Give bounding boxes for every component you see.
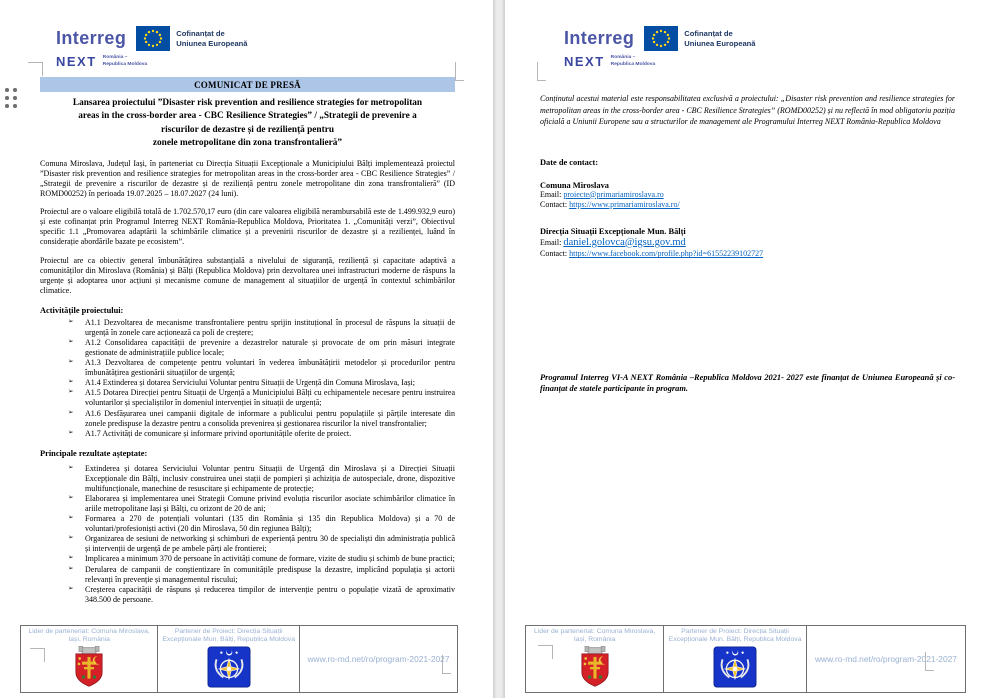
contact1-email-line [540, 190, 955, 200]
text-boundary-mark [442, 655, 451, 674]
website-link[interactable]: https://www.primariamiroslava.ro/ [569, 200, 680, 210]
activities-heading: Activitățile proiectului: [40, 305, 124, 315]
email-label: Email: [540, 237, 562, 247]
contact1-url-line [540, 200, 955, 210]
next-wordmark: NEXT [564, 54, 605, 69]
bullet-arrow-icon: ➢ [68, 584, 74, 592]
bullet-arrow-icon: ➢ [68, 428, 74, 436]
list-item: ➢ Extinderea și dotarea Serviciului Voluntar pentru Situații de Urgență din Miroslava și a Direcției Situații Excepționale din Bălți, inclusiv construirea unei stații de pompieri și achiziția de autospeciale, drone, dispozitive multifuncționale, manechine de resuscitare și echipamente de protecție; [68, 463, 455, 493]
footer-partner-cell [158, 626, 300, 692]
bullet-arrow-icon: ➢ [68, 408, 74, 416]
interreg-logo [564, 26, 955, 69]
cofinance-text: Cofinanțat de Uniunea Europeană [684, 28, 756, 48]
text-boundary-mark [537, 62, 546, 81]
contact-heading: Date de contact: [540, 157, 599, 167]
contact2-name: Direcția Situații Excepționale Mun. Bălți [540, 226, 686, 236]
document-page-2 [505, 0, 994, 698]
list-item: ➢ A1.5 Dotarea Direcției pentru Situații de Urgență a Municipiului Bălți cu echipamentele necesare pentru instruirea voluntarilor și specialiștilor în domeniul intervenției în situații de urgență; [68, 388, 455, 408]
press-release-banner: COMUNICAT DE PRESĂ [40, 77, 455, 92]
list-item: ➢ A1.4 Extinderea și dotarea Serviciului Voluntar pentru Situații de Urgență din Comuna Miroslava, Iași; [68, 378, 415, 388]
bullet-arrow-icon: ➢ [68, 514, 74, 522]
activities-list [40, 318, 455, 439]
list-item: ➢ Derularea de campanii de conștientizare în comunitățile predispuse la dezastre, implicând populația și actorii relevanți în prevenție și managementul riscului; [68, 564, 455, 584]
cofinance-text: Cofinanțat de Uniunea Europeană [176, 28, 248, 48]
contact-label: Contact: [540, 200, 568, 210]
results-list [40, 464, 455, 605]
eu-flag-icon [136, 26, 170, 51]
list-item: ➢ Implicarea a minimum 370 de persoane în activități comune de formare, vizite de studiu și schimb de bune practici; [68, 554, 455, 564]
program-website-link[interactable]: www.ro-md.net/ro/program-2021-2027 [307, 654, 450, 664]
list-item: ➢ A1.7 Activități de comunicare și informare privind oportunitățile oferite de proiect. [68, 428, 352, 438]
miroslava-coat-of-arms [578, 646, 612, 688]
partners-footer-table [20, 625, 458, 693]
eu-flag-icon [644, 26, 678, 51]
disclaimer-paragraph: Conținutul acestui material este responsabilitatea exclusivă a proiectului: „Disaster risk prevention and resilience strategies for metropolitan areas in the cross-border area - CBC Resilience Strategies” (ROMD00252) și nu reflectă în mod obligatoriu poziția oficială a Uniunii Europene sau a structurilor de management ale Programului Interreg NEXT România-Republica Moldova [540, 94, 955, 127]
partners-footer-table [525, 625, 966, 693]
email-label: Email: [540, 189, 562, 199]
interreg-logo [56, 26, 455, 69]
list-item: ➢ Formarea a 270 de potențiali voluntari (135 din România și 135 din Republica Moldova) și a 70 de voluntari/profesioniști activi (20 din Miroslava, 50 din regiunea Bălți); [68, 514, 455, 534]
balti-emblem [207, 646, 251, 688]
drag-handle[interactable] [5, 88, 19, 112]
list-item: ➢ A1.2 Consolidarea capacității de prevenire a dezastrelor naturale și provocate de om prin măsuri integrate gestionate de administrațiile publice locale; [68, 337, 455, 358]
text-boundary-mark [538, 645, 553, 659]
contact-label: Contact: [540, 249, 568, 259]
paragraph-intro: Comuna Miroslava, Județul Iași, în parteneriat cu Direcția Situații Excepționale a Municipiului Bălți implementează proiectul ”Disaster risk prevention and resilience strategies for metropolitan areas in the cross-border area - CBC Resilience Strategies” / „Strategii de prevenire a riscurilor de dezastre și de reziliență pentru zonele metropolitane din zona transfrontalieră” (ID ROMD00252) în perioada 19.07.2025 – 18.07.2027 (24 luni). [40, 158, 455, 199]
list-item: ➢ Elaborarea și implementarea unei Strategii Comune privind evoluția riscurilor asociate schimbărilor climatice în ariile metropolitane Iași și Bălți, cu orizont de 20 de ani; [68, 493, 455, 514]
interreg-wordmark: Interreg [56, 28, 127, 48]
list-item: ➢ A1.6 Desfășurarea unei campanii digitale de informare a publicului pentru populațiile și părțile interesate din zonele predispuse la dezastre pentru a consolida prevenirea și gestionarea riscurilor la nivel transfrontalier; [68, 408, 455, 428]
list-item: ➢ Creșterea capacității de răspuns și reducerea timpilor de intervenție pentru o populație vizată de aproximativ 348.500 de persoane. [68, 584, 455, 604]
funding-note: Programul Interreg VI-A NEXT România –Republica Moldova 2021- 2027 este finanțat de Uniunea Europeană și co-finanțat de statele participante în program. [540, 372, 955, 394]
document-page-1 [0, 0, 493, 698]
footer-leader-cell [526, 626, 664, 692]
page-gap-divider [493, 0, 505, 698]
footer-partner-cell [664, 626, 807, 692]
text-boundary-mark [925, 652, 934, 671]
leader-label: Lider de parteneriat: Comuna Miroslava, Iași, România [534, 628, 656, 644]
paragraph-budget: Proiectul are o valoare eligibilă totală de 1.702.570,17 euro (din care valoarea eligibilă nerambursabilă este de 1.499.932,9 euro) și este cofinanțat prin Programul Interreg NEXT România-Republica Moldova, Prioritatea 1. „Comunități verzi”, Obiectivul specific 1.1 „Promovarea adaptării la schimbările climatice și a prevenirii riscurilor de dezastre și a rezilienței, luând în considerație abordările bazate pe ecosistem”. [40, 207, 455, 247]
next-program-name: România – Republica Moldova [102, 55, 148, 67]
facebook-link[interactable]: https://www.facebook.com/profile.php?id=61552239102727 [569, 249, 764, 259]
email-link[interactable]: daniel.golovca@igsu.gov.md [563, 236, 686, 248]
paragraph-objective: Proiectul are ca obiectiv general îmbunătățirea substanțială a nivelului de siguranță, reziliență și capacitate adaptivă a comunităților din Miroslava (România) și Bălți (Republica Moldova) prin dezvoltarea unei infrastructuri moderne de răspuns la urgențe și adoptarea unor acțiuni și mecanisme comune de management al situațiilor de urgență în contextul schimbărilor climatice. [40, 255, 455, 295]
document-title: Lansarea proiectului ”Disaster risk prevention and resilience strategies for metropolitan areas in the cross-border area - CBC Resilience Strategies” / „Strategii de prevenire a riscurilor de dezastre și de reziliență pentru zonele metropolitane din zona transfrontalieră” [72, 98, 423, 149]
bullet-arrow-icon: ➢ [68, 564, 74, 572]
interreg-wordmark: Interreg [564, 28, 635, 48]
bullet-arrow-icon: ➢ [68, 388, 74, 396]
partner-label: Partener de Proiect: Direcția Situații Excepționale Mun. Bălți, Republica Moldova [668, 628, 802, 644]
bullet-arrow-icon: ➢ [68, 534, 74, 542]
email-link[interactable]: proiecte@primariamiroslava.ro [563, 189, 664, 199]
program-website-link[interactable]: www.ro-md.net/ro/program-2021-2027 [814, 654, 957, 664]
list-item: ➢ A1.1 Dezvoltarea de mecanisme transfrontaliere pentru sprijin instituțional în procesul de răspuns la situații de urgență în zonele care acționează ca poli de creștere; [68, 317, 455, 337]
leader-label: Lider de parteneriat: Comuna Miroslava, Iași, România [28, 628, 150, 644]
text-boundary-mark [28, 62, 43, 76]
footer-website-cell [300, 626, 457, 692]
footer-website-cell [807, 626, 965, 692]
bullet-arrow-icon: ➢ [68, 493, 74, 501]
miroslava-coat-of-arms [72, 646, 106, 688]
list-item: ➢ A1.3 Dezvoltarea de competențe pentru voluntari în vederea îmbunătățirii metodelor și procedurilor pentru îmbunătățirea gestionării situațiilor de urgență; [68, 358, 455, 378]
text-boundary-mark [30, 648, 45, 662]
text-boundary-mark [455, 62, 464, 81]
partner-label: Partener de Proiect: Direcția Situații Excepționale Mun. Bălți, Republica Moldova [162, 628, 295, 644]
bullet-arrow-icon: ➢ [68, 463, 74, 471]
bullet-arrow-icon: ➢ [68, 554, 74, 562]
next-wordmark: NEXT [56, 54, 97, 69]
results-heading: Principale rezultate așteptate: [40, 448, 148, 458]
bullet-arrow-icon: ➢ [68, 358, 74, 366]
contact2-email-line [540, 236, 955, 250]
list-item: ➢ Organizarea de sesiuni de networking și schimburi de experiență pentru 30 de specialiști din administrația publică și intervenții de urgență de pe ambele părți ale frontierei; [68, 534, 455, 554]
bullet-arrow-icon: ➢ [68, 337, 74, 345]
contact1-name: Comuna Miroslava [540, 180, 609, 190]
bullet-arrow-icon: ➢ [68, 378, 74, 386]
balti-emblem [713, 646, 757, 688]
bullet-arrow-icon: ➢ [68, 317, 74, 325]
contact2-url-line [540, 249, 955, 259]
next-program-name: România – Republica Moldova [610, 55, 656, 67]
